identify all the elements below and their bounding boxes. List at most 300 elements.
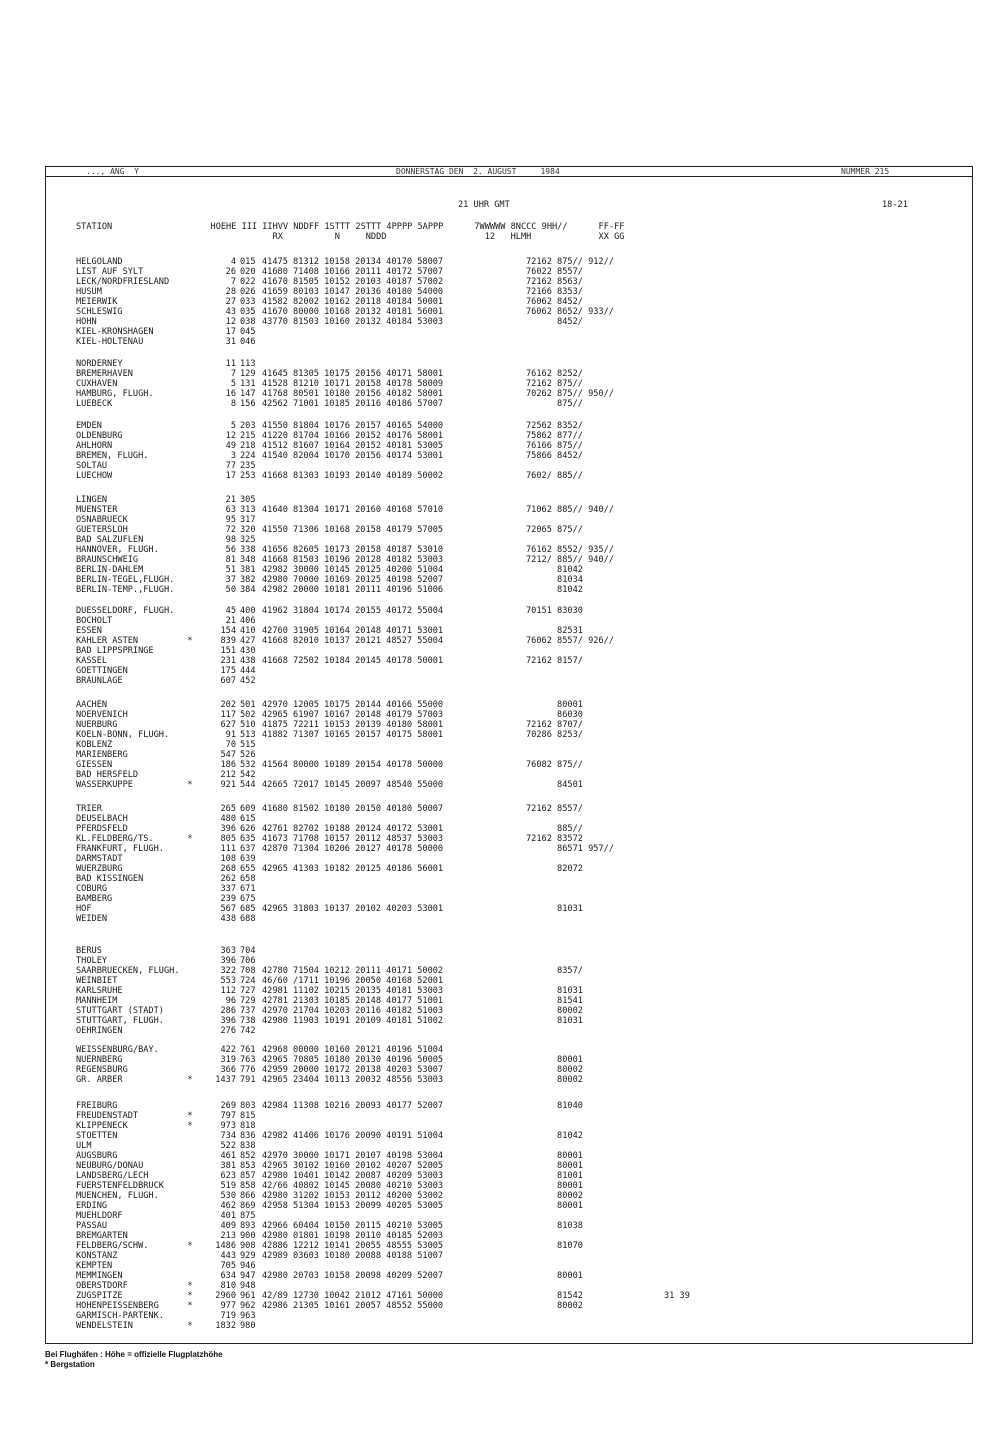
station-synop: 80001 <box>526 1151 583 1161</box>
station-iii: 818 <box>240 1121 256 1131</box>
station-height: 337 <box>220 884 236 894</box>
station-height: 37 <box>225 575 236 585</box>
station-row <box>46 844 972 854</box>
station-star: * <box>187 1281 193 1291</box>
station-main: 41680 81502 10180 20150 40180 50007 <box>262 804 444 814</box>
station-height: 175 <box>220 666 236 676</box>
station-main: 42965 41303 10182 20125 40186 56001 <box>262 864 444 874</box>
station-iii: 513 <box>240 730 256 740</box>
station-name: BREMERHAVEN <box>76 369 133 379</box>
station-synop: 80001 <box>526 1271 583 1281</box>
station-row <box>46 606 972 616</box>
station-row <box>46 1045 972 1055</box>
station-synop: 84501 <box>526 780 583 790</box>
station-name: MUEHLDORF <box>76 1211 123 1221</box>
station-iii: 706 <box>240 956 256 966</box>
station-main: 42761 82702 10188 20124 40172 53001 <box>262 824 444 834</box>
station-iii: 305 <box>240 495 256 505</box>
station-name: BERLIN-DAHLEM <box>76 565 144 575</box>
station-height: 319 <box>220 1055 236 1065</box>
station-main: 42984 11308 10216 20093 40177 52007 <box>262 1101 444 1111</box>
station-row <box>46 814 972 824</box>
station-main: 41962 31804 10174 20155 40172 55004 <box>262 606 444 616</box>
station-name: DUESSELDORF, FLUGH. <box>76 606 175 616</box>
station-iii: 947 <box>240 1271 256 1281</box>
station-name: THOLEY <box>76 956 108 966</box>
station-main: 42781 21303 10185 20148 40177 51001 <box>262 996 444 1006</box>
station-height: 50 <box>225 585 236 595</box>
station-row <box>46 770 972 780</box>
station-main: 42980 31202 10153 20112 40200 53002 <box>262 1191 444 1201</box>
station-name: BAD LIPPSPRINGE <box>76 646 154 656</box>
station-name: LINGEN <box>76 495 108 505</box>
station-name: BERUS <box>76 946 102 956</box>
station-iii: 815 <box>240 1111 256 1121</box>
station-height: 396 <box>220 956 236 966</box>
station-iii: 853 <box>240 1161 256 1171</box>
station-name: NUERNBERG <box>76 1055 123 1065</box>
station-iii: 218 <box>240 441 256 451</box>
station-name: BAMBERG <box>76 894 113 904</box>
station-iii: 900 <box>240 1231 256 1241</box>
station-main: 41768 80501 10180 20156 40182 58001 <box>262 389 444 399</box>
station-synop: 80002 <box>526 1191 583 1201</box>
station-main: 41668 72502 10184 20145 40178 50001 <box>262 656 444 666</box>
station-name: KAHLER ASTEN <box>76 636 139 646</box>
station-iii: 708 <box>240 966 256 976</box>
station-name: NUERBURG <box>76 720 118 730</box>
station-synop: 80002 <box>526 1065 583 1075</box>
station-star: * <box>187 1321 193 1331</box>
station-iii: 382 <box>240 575 256 585</box>
station-height: 108 <box>220 854 236 864</box>
station-height: 1832 <box>215 1321 236 1331</box>
station-height: 49 <box>225 441 236 451</box>
station-iii: 961 <box>240 1291 256 1301</box>
station-name: SOLTAU <box>76 461 108 471</box>
station-height: 213 <box>220 1231 236 1241</box>
station-row <box>46 966 972 976</box>
station-synop: 81001 <box>526 1171 583 1181</box>
station-iii: 635 <box>240 834 256 844</box>
station-iii: 866 <box>240 1191 256 1201</box>
station-iii: 803 <box>240 1101 256 1111</box>
station-iii: 963 <box>240 1311 256 1321</box>
station-main: 41670 81505 10152 20103 40187 57002 <box>262 277 444 287</box>
station-height: 8 <box>230 399 236 409</box>
station-iii: 671 <box>240 884 256 894</box>
station-main: 42965 31803 10137 20102 40203 53001 <box>262 904 444 914</box>
station-row <box>46 317 972 327</box>
station-group <box>46 1101 972 1331</box>
station-name: WUERZBURG <box>76 864 123 874</box>
station-row <box>46 1281 972 1291</box>
station-iii: 761 <box>240 1045 256 1055</box>
station-synop: 80001 <box>526 1201 583 1211</box>
station-iii: 325 <box>240 535 256 545</box>
station-row <box>46 894 972 904</box>
station-synop: 81042 <box>526 565 583 575</box>
station-row <box>46 1131 972 1141</box>
station-iii: 908 <box>240 1241 256 1251</box>
station-iii: 215 <box>240 431 256 441</box>
station-iii: 501 <box>240 700 256 710</box>
station-row <box>46 545 972 555</box>
station-row <box>46 585 972 595</box>
station-row <box>46 740 972 750</box>
station-main: 41475 81312 10158 20134 40170 58007 <box>262 257 444 267</box>
station-iii: 893 <box>240 1221 256 1231</box>
station-row <box>46 976 972 986</box>
station-synop: 80001 <box>526 700 583 710</box>
station-synop: 72162 83572 <box>526 834 583 844</box>
station-height: 363 <box>220 946 236 956</box>
station-height: 396 <box>220 824 236 834</box>
station-row <box>46 1141 972 1151</box>
station-name: WENDELSTEIN <box>76 1321 133 1331</box>
station-height: 381 <box>220 1161 236 1171</box>
station-iii: 015 <box>240 257 256 267</box>
station-name: AHLHORN <box>76 441 113 451</box>
station-row <box>46 676 972 686</box>
station-height: 462 <box>220 1201 236 1211</box>
station-row <box>46 257 972 267</box>
station-main: 41875 72211 10153 20139 40180 58001 <box>262 720 444 730</box>
station-iii: 763 <box>240 1055 256 1065</box>
station-name: OEHRINGEN <box>76 1026 123 1036</box>
station-name: MEIERWIK <box>76 297 118 307</box>
station-iii: 203 <box>240 421 256 431</box>
station-height: 1486 <box>215 1241 236 1251</box>
station-main: 42958 51304 10153 20099 40205 53005 <box>262 1201 444 1211</box>
station-synop: 76022 8557/ <box>526 267 583 277</box>
station-synop: 80002 <box>526 1301 583 1311</box>
station-main: 41512 81607 10164 20152 40181 53005 <box>262 441 444 451</box>
station-synop: 80002 <box>526 1075 583 1085</box>
station-height: 797 <box>220 1111 236 1121</box>
station-name: BAD SALZUFLEN <box>76 535 144 545</box>
station-name: DARMSTADT <box>76 854 123 864</box>
station-row <box>46 1251 972 1261</box>
station-iii: 320 <box>240 525 256 535</box>
station-iii: 742 <box>240 1026 256 1036</box>
station-row <box>46 369 972 379</box>
station-name: FREIBURG <box>76 1101 118 1111</box>
station-synop: 76162 8252/ <box>526 369 583 379</box>
station-height: 921 <box>220 780 236 790</box>
station-main: 41680 71408 10166 20111 40172 57007 <box>262 267 444 277</box>
station-row <box>46 1016 972 1026</box>
station-synop: 72065 875// <box>526 525 583 535</box>
station-synop: 72162 8707/ <box>526 720 583 730</box>
station-height: 26 <box>225 267 236 277</box>
station-iii: 038 <box>240 317 256 327</box>
station-synop: 875// <box>526 399 583 409</box>
station-height: 519 <box>220 1181 236 1191</box>
station-height: 239 <box>220 894 236 904</box>
station-row <box>46 884 972 894</box>
station-height: 3 <box>230 451 236 461</box>
station-row <box>46 730 972 740</box>
station-iii: 313 <box>240 505 256 515</box>
station-main: 42981 11102 10215 20135 40181 53003 <box>262 986 444 996</box>
station-star: * <box>187 1075 193 1085</box>
station-iii: 033 <box>240 297 256 307</box>
station-iii: 639 <box>240 854 256 864</box>
station-iii: 510 <box>240 720 256 730</box>
station-synop: 81031 <box>526 1016 583 1026</box>
station-row <box>46 750 972 760</box>
station-main: 42562 71001 10185 20116 40186 57007 <box>262 399 444 409</box>
station-star: * <box>187 1301 193 1311</box>
station-synop: 72162 875// 912// <box>526 257 614 267</box>
station-synop: 86571 957// <box>526 844 614 854</box>
station-row <box>46 1321 972 1331</box>
station-iii: 526 <box>240 750 256 760</box>
station-name: WEIDEN <box>76 914 108 924</box>
station-synop: 885// <box>526 824 583 834</box>
station-height: 623 <box>220 1171 236 1181</box>
station-main: 42982 30000 10145 20125 40200 51004 <box>262 565 444 575</box>
station-name: GIESSEN <box>76 760 113 770</box>
station-height: 202 <box>220 700 236 710</box>
station-height: 269 <box>220 1101 236 1111</box>
station-height: 81 <box>225 555 236 565</box>
station-iii: 427 <box>240 636 256 646</box>
column-headers: STATION HOEHE III IIHVV NDDFF 1STTT 2STTT 4PPPP 5APPP 7WWWWW 8NCCC 9HH// FF-FF <box>76 222 625 232</box>
station-iii: 045 <box>240 327 256 337</box>
station-height: 553 <box>220 976 236 986</box>
station-height: 7 <box>230 369 236 379</box>
station-name: SAARBRUECKEN, FLUGH. <box>76 966 180 976</box>
station-name: GUETERSLOH <box>76 525 128 535</box>
station-row <box>46 441 972 451</box>
station-main: 42959 20000 10172 20138 40203 53007 <box>262 1065 444 1075</box>
station-height: 705 <box>220 1261 236 1271</box>
station-row <box>46 904 972 914</box>
station-row <box>46 996 972 1006</box>
station-row <box>46 461 972 471</box>
station-iii: 791 <box>240 1075 256 1085</box>
station-star: * <box>187 834 193 844</box>
station-name: WEINBIET <box>76 976 118 986</box>
station-row <box>46 515 972 525</box>
station-height: 810 <box>220 1281 236 1291</box>
station-name: OLDENBURG <box>76 431 123 441</box>
station-name: LANDSBERG/LECH <box>76 1171 149 1181</box>
header-date: DONNERSTAG DEN 2. AUGUST 1984 <box>396 167 560 176</box>
period-label: 18-21 <box>882 200 908 210</box>
station-main: 42886 12212 10141 20055 48555 53005 <box>262 1241 444 1251</box>
station-synop: 76082 875// <box>526 760 583 770</box>
station-iii: 532 <box>240 760 256 770</box>
station-iii: 852 <box>240 1151 256 1161</box>
station-row <box>46 1111 972 1121</box>
station-height: 973 <box>220 1121 236 1131</box>
station-synop: 8452/ <box>526 317 583 327</box>
station-main: 42968 00000 10160 20121 40196 51004 <box>262 1045 444 1055</box>
station-name: KONSTANZ <box>76 1251 118 1261</box>
station-iii: 869 <box>240 1201 256 1211</box>
station-height: 16 <box>225 389 236 399</box>
station-name: KARLSRUHE <box>76 986 123 996</box>
station-iii: 609 <box>240 804 256 814</box>
station-height: 231 <box>220 656 236 666</box>
station-synop: 7212/ 885// 940// <box>526 555 614 565</box>
station-synop: 81031 <box>526 986 583 996</box>
station-height: 1437 <box>215 1075 236 1085</box>
station-iii: 022 <box>240 277 256 287</box>
station-iii: 381 <box>240 565 256 575</box>
station-row <box>46 804 972 814</box>
station-iii: 317 <box>240 515 256 525</box>
station-name: STUTTGART, FLUGH. <box>76 1016 164 1026</box>
station-row <box>46 287 972 297</box>
station-name: HOF <box>76 904 92 914</box>
station-iii: 658 <box>240 874 256 884</box>
station-height: 480 <box>220 814 236 824</box>
station-iii: 946 <box>240 1261 256 1271</box>
station-name: EMDEN <box>76 421 102 431</box>
station-height: 43 <box>225 307 236 317</box>
station-main: 42980 70000 10169 20125 40198 52007 <box>262 575 444 585</box>
station-group <box>46 359 972 409</box>
station-row <box>46 525 972 535</box>
station-row <box>46 1161 972 1171</box>
station-name: HUSUM <box>76 287 102 297</box>
observation-time: 21 UHR GMT <box>458 200 510 210</box>
station-row <box>46 824 972 834</box>
station-row <box>46 854 972 864</box>
station-row <box>46 337 972 347</box>
station-main: 42970 21704 10203 20116 40182 51003 <box>262 1006 444 1016</box>
station-row <box>46 565 972 575</box>
station-name: LIST AUF SYLT <box>76 267 144 277</box>
station-synop: 82531 <box>526 626 583 636</box>
station-main: 42989 03603 10180 20088 40188 51007 <box>262 1251 444 1261</box>
station-star: * <box>187 780 193 790</box>
station-main: 42965 30102 10160 20102 40207 52005 <box>262 1161 444 1171</box>
station-star: * <box>187 1111 193 1121</box>
station-row <box>46 700 972 710</box>
station-name: MARIENBERG <box>76 750 128 760</box>
station-iii: 838 <box>240 1141 256 1151</box>
station-name: LUECHOW <box>76 471 113 481</box>
station-name: MEMMINGEN <box>76 1271 123 1281</box>
station-row <box>46 956 972 966</box>
station-row <box>46 986 972 996</box>
station-row <box>46 780 972 790</box>
station-row <box>46 1311 972 1321</box>
station-main: 41668 81303 10193 20140 40189 50002 <box>262 471 444 481</box>
station-row <box>46 760 972 770</box>
station-iii: 348 <box>240 555 256 565</box>
station-iii: 253 <box>240 471 256 481</box>
station-name: BOCHOLT <box>76 616 113 626</box>
station-row <box>46 1261 972 1271</box>
station-row <box>46 834 972 844</box>
station-row <box>46 505 972 515</box>
station-name: GARMISCH-PARTENK. <box>76 1311 164 1321</box>
station-iii: 515 <box>240 740 256 750</box>
station-height: 11 <box>225 359 236 369</box>
header-left: ..., ANG Y <box>86 167 139 176</box>
footnote-mountain-station: * Bergstation <box>45 1360 95 1369</box>
station-main: 41564 80000 10189 20154 40178 50000 <box>262 760 444 770</box>
station-name: KOBLENZ <box>76 740 113 750</box>
station-height: 839 <box>220 636 236 646</box>
station-row <box>46 1271 972 1281</box>
station-height: 396 <box>220 1016 236 1026</box>
station-main: 42760 31905 10164 20148 40171 53001 <box>262 626 444 636</box>
station-main: 41220 81704 10166 20152 40176 58001 <box>262 431 444 441</box>
station-height: 265 <box>220 804 236 814</box>
station-height: 409 <box>220 1221 236 1231</box>
station-iii: 452 <box>240 676 256 686</box>
station-row <box>46 451 972 461</box>
station-group <box>46 700 972 790</box>
station-synop: 72166 8353/ <box>526 287 583 297</box>
station-name: KLIPPENECK <box>76 1121 128 1131</box>
station-name: HOHENPEISSENBERG <box>76 1301 159 1311</box>
station-name: KOELN-BONN, FLUGH. <box>76 730 170 740</box>
station-row <box>46 1181 972 1191</box>
station-height: 366 <box>220 1065 236 1075</box>
station-iii: 338 <box>240 545 256 555</box>
station-iii: 235 <box>240 461 256 471</box>
station-height: 95 <box>225 515 236 525</box>
station-row <box>46 1026 972 1036</box>
station-iii: 438 <box>240 656 256 666</box>
station-row <box>46 1101 972 1111</box>
station-iii: 776 <box>240 1065 256 1075</box>
station-height: 56 <box>225 545 236 555</box>
station-name: LUEBECK <box>76 399 113 409</box>
station-main: 41550 81804 10176 20157 40165 54000 <box>262 421 444 431</box>
station-iii: 129 <box>240 369 256 379</box>
station-synop: 76062 8652/ 933// <box>526 307 614 317</box>
station-row <box>46 1151 972 1161</box>
station-iii: 046 <box>240 337 256 347</box>
station-synop: 81541 <box>526 996 583 1006</box>
station-synop: 86030 <box>526 710 583 720</box>
station-height: 627 <box>220 720 236 730</box>
station-name: COBURG <box>76 884 108 894</box>
station-height: 322 <box>220 966 236 976</box>
station-iii: 131 <box>240 379 256 389</box>
station-name: ERDING <box>76 1201 108 1211</box>
station-iii: 685 <box>240 904 256 914</box>
station-name: KL.FELDBERG/TS. <box>76 834 154 844</box>
station-row <box>46 1291 972 1301</box>
station-iii: 962 <box>240 1301 256 1311</box>
station-group <box>46 606 972 686</box>
station-row <box>46 495 972 505</box>
station-main: 42986 21305 10161 20057 48552 55000 <box>262 1301 444 1311</box>
station-synop: 72162 8557/ <box>526 804 583 814</box>
station-main: 42966 60404 10150 20115 40210 53005 <box>262 1221 444 1231</box>
station-iii: 738 <box>240 1016 256 1026</box>
station-height: 70 <box>225 740 236 750</box>
station-row <box>46 307 972 317</box>
station-name: AUGSBURG <box>76 1151 118 1161</box>
station-height: 111 <box>220 844 236 854</box>
station-height: 2960 <box>215 1291 236 1301</box>
station-synop: 81042 <box>526 1131 583 1141</box>
station-synop: 80001 <box>526 1181 583 1191</box>
station-iii: 626 <box>240 824 256 834</box>
station-main: 41659 80103 10147 20136 40180 54000 <box>262 287 444 297</box>
